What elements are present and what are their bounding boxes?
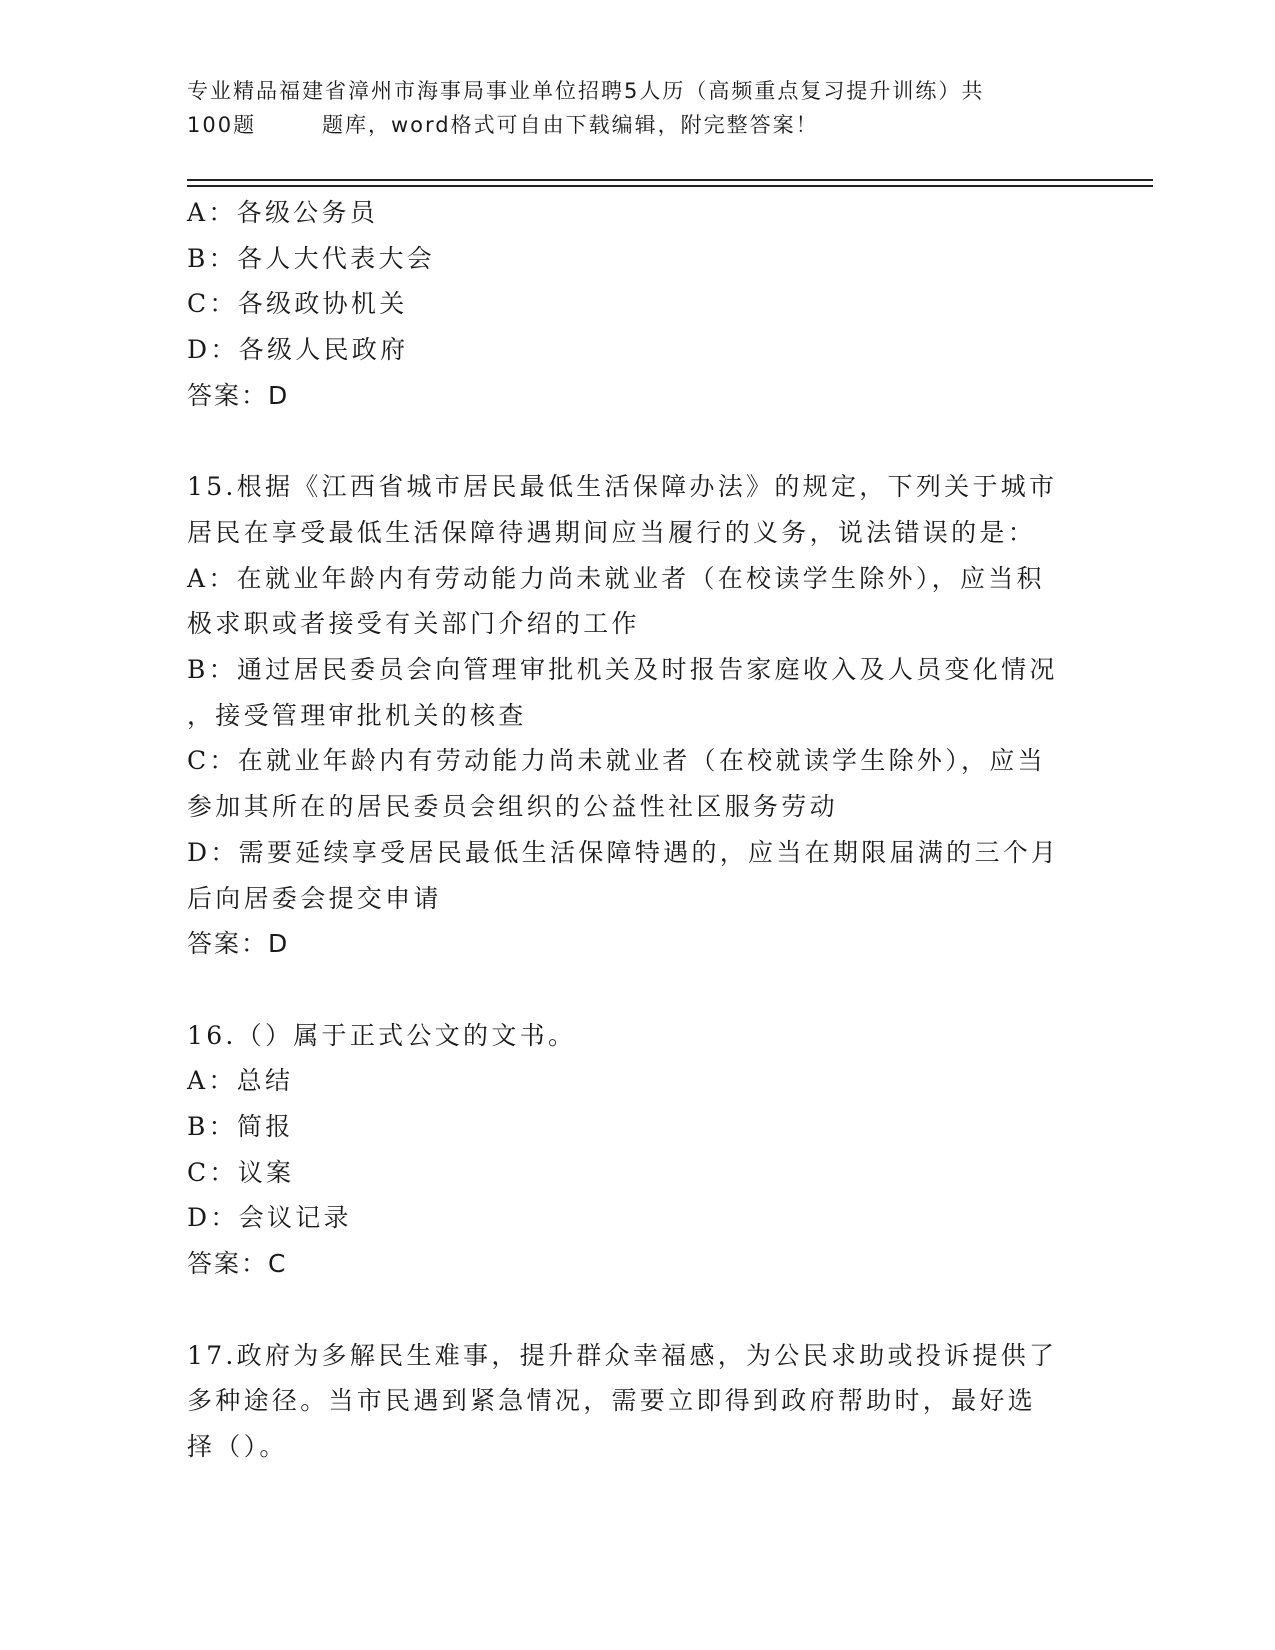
option-c: C：议案 <box>187 1157 295 1187</box>
answer-line: 答案：C <box>187 1249 288 1279</box>
answer-line: 答案：D <box>187 380 290 410</box>
question-15-block <box>187 464 1087 967</box>
header-rule-bottom <box>187 185 1153 187</box>
question-17-text-line: 17.政府为多解民生难事，提升群众幸福感，为公民求助或投诉提供了 <box>187 1340 1058 1370</box>
option-b: B：各人大代表大会 <box>187 243 436 273</box>
header-rule-top <box>187 179 1153 181</box>
question-16-block <box>187 1013 1087 1287</box>
option-b: B：简报 <box>187 1112 294 1142</box>
spacer <box>187 967 1087 1013</box>
header-line-2 <box>187 108 1067 142</box>
header-line-1: 专业精品福建省漳州市海事局事业单位招聘5人历（高频重点复习提升训练）共 <box>187 79 985 103</box>
question-16-text: 16.（）属于正式公文的文书。 <box>187 1020 577 1050</box>
option-c: C：各级政协机关 <box>187 289 408 319</box>
option-c-continued: 参加其所在的居民委员会组织的公益性社区服务劳动 <box>187 792 838 822</box>
answer-line: 答案：D <box>187 929 290 959</box>
document-body <box>187 190 1087 1470</box>
option-d: D：各级人民政府 <box>187 335 409 365</box>
option-a-continued: 极求职或者接受有关部门介绍的工作 <box>187 609 640 639</box>
spacer <box>187 1287 1087 1333</box>
question-17-text-line: 择（）。 <box>187 1431 288 1461</box>
option-d-continued: 后向居委会提交申请 <box>187 883 442 913</box>
header-question-count: 100题 <box>187 113 257 137</box>
question-14-block <box>187 190 1087 419</box>
question-17-text-line: 多种途径。当市民遇到紧急情况，需要立即得到政府帮助时，最好选 <box>187 1386 1037 1416</box>
option-d: D：会议记录 <box>187 1203 352 1233</box>
option-a: A：在就业年龄内有劳动能力尚未就业者（在校读学生除外），应当积 <box>187 563 1045 593</box>
option-b: B：通过居民委员会向管理审批机关及时报告家庭收入及人员变化情况 <box>187 655 1058 685</box>
option-d: D：需要延续享受居民最低生活保障特遇的，应当在期限届满的三个月 <box>187 837 1060 867</box>
spacer <box>187 419 1087 465</box>
question-15-text-line: 居民在享受最低生活保障待遇期间应当履行的义务，说法错误的是： <box>187 517 1037 547</box>
option-a: A：各级公务员 <box>187 198 379 227</box>
option-c: C：在就业年龄内有劳动能力尚未就业者（在校就读学生除外），应当 <box>187 746 1046 776</box>
option-b-continued: ，接受管理审批机关的核查 <box>187 700 527 730</box>
header-description: 题库，word格式可自由下载编辑，附完整答案！ <box>322 113 819 137</box>
document-header <box>187 74 1067 142</box>
question-17-block <box>187 1333 1087 1470</box>
option-a: A：总结 <box>187 1066 294 1096</box>
question-15-text-line: 15.根据《江西省城市居民最低生活保障办法》的规定，下列关于城市 <box>187 472 1058 502</box>
